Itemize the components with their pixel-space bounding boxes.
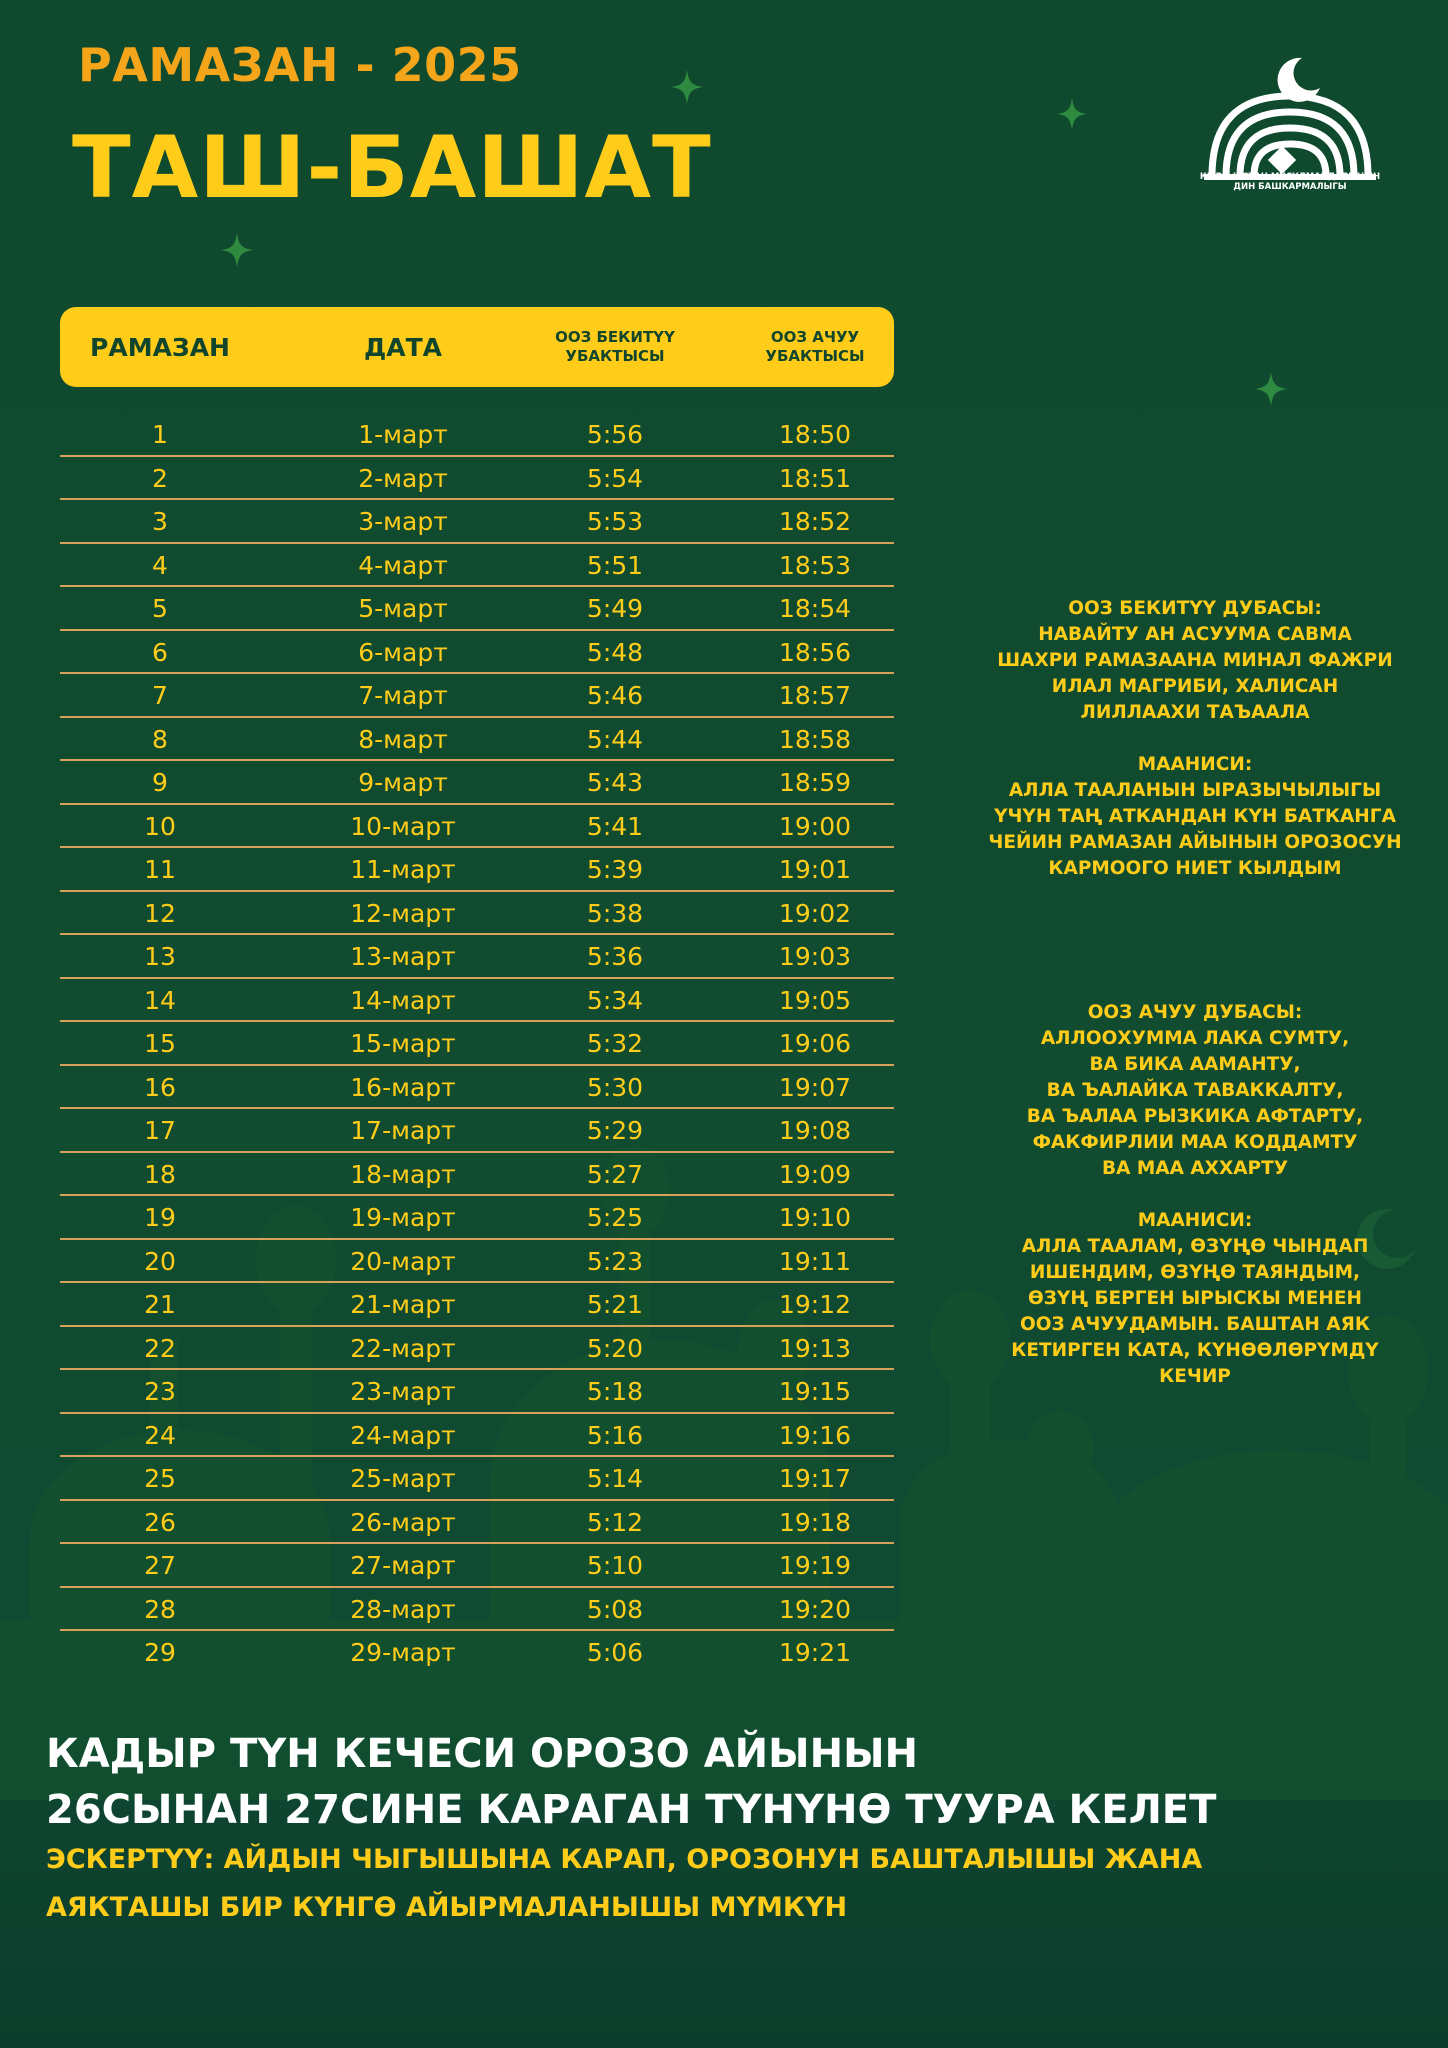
cell-ramadan-day: 20 [144,1246,176,1276]
cell-date: 14-март [350,985,456,1015]
page-title: ТАШ-БАШАТ [72,118,712,218]
cell-ramadan-day: 1 [152,420,168,449]
cell-suhoor-time: 5:34 [586,985,644,1015]
cell-date: 1-март [358,420,448,449]
cell-ramadan-day: 24 [144,1420,176,1450]
dua-line: ИЛАЛ МАГРИБИ, ХАЛИСАН [1051,676,1339,697]
table-row [60,1414,894,1458]
column-header-iftar: ООЗ АЧУУ УБАКТЫСЫ [765,328,865,365]
cell-suhoor-time: 5:23 [586,1246,644,1276]
cell-ramadan-day: 18 [144,1159,176,1189]
cell-ramadan-day: 5 [152,594,168,623]
cell-iftar-time: 19:21 [778,1638,852,1667]
cell-ramadan-day: 16 [144,1072,176,1102]
dua-line: ВА МАА АХХАРТУ [1102,1158,1288,1179]
dua-line: ЧЕЙИН РАМАЗАН АЙЫНЫН ОРОЗОСУН [988,832,1402,853]
cell-iftar-time: 18:56 [778,637,852,667]
table-row [60,979,894,1023]
cell-ramadan-day: 27 [144,1551,176,1580]
dua-line: КЕЧИР [1159,1366,1231,1387]
cell-date: 9-март [358,768,448,797]
cell-iftar-time: 19:05 [778,985,852,1015]
dua-line: ВА БИКА ААМАНТУ, [1089,1054,1301,1075]
table-row [60,1022,894,1066]
cell-iftar-time: 19:09 [778,1159,852,1189]
cell-ramadan-day: 13 [144,942,176,971]
star-icon [1057,98,1087,130]
cell-iftar-time: 18:58 [778,724,852,754]
cell-ramadan-day: 15 [144,1029,176,1058]
cell-date: 15-март [350,1029,456,1058]
table-row [60,1327,894,1371]
cell-ramadan-day: 26 [144,1507,176,1537]
cell-suhoor-time: 5:29 [586,1116,644,1145]
dua-line: ҮЧҮН ТАҢ АТКАНДАН КҮН БАТКАНГА [994,806,1396,827]
cell-iftar-time: 18:57 [778,681,852,710]
dua-line: АЛЛА ТААЛАНЫН ЫРАЗЫЧЫЛЫГЫ [1008,780,1382,801]
cell-suhoor-time: 5:06 [586,1638,644,1667]
table-row [60,1196,894,1240]
moon-sighting-note: ЭСКЕРТҮҮ: АЙДЫН ЧЫГЫШЫНА КАРАП, ОРОЗОНУН БАШТАЛЫШЫ ЖАНА АЯКТАШЫ БИР КҮНГӨ АЙЫРМАЛАНЫШЫ МҮМКҮН [46,1844,1203,1923]
dua-line: КЕТИРГЕН КАТА, КҮНӨӨЛӨРҮМДҮ [1011,1340,1379,1361]
page-subtitle: РАМАЗАН - 2025 [78,38,522,92]
table-row [60,1501,894,1545]
cell-date: 27-март [350,1551,456,1580]
cell-date: 26-март [350,1507,456,1537]
cell-ramadan-day: 10 [144,811,176,841]
table-row [60,674,894,718]
cell-ramadan-day: 11 [144,855,176,884]
cell-date: 13-март [350,942,456,971]
dua-line: ӨЗҮҢ БЕРГЕН ЫРЫСКЫ МЕНЕН [1028,1288,1362,1309]
cell-iftar-time: 19:10 [778,1203,852,1232]
cell-ramadan-day: 28 [144,1594,176,1624]
dua-line: ООЗ АЧУУ ДУБАСЫ: [1087,1002,1303,1023]
cell-date: 23-март [350,1377,456,1406]
cell-date: 8-март [358,724,448,754]
cell-suhoor-time: 5:20 [586,1333,644,1363]
table-row [60,500,894,544]
cell-iftar-time: 19:03 [778,942,852,971]
table-row [60,413,894,457]
dua-line: ВА ЪАЛАЙКА ТАВАККАЛТУ, [1046,1080,1344,1101]
cell-ramadan-day: 4 [152,550,168,580]
cell-date: 21-март [350,1290,456,1319]
cell-date: 25-март [350,1464,456,1493]
cell-suhoor-time: 5:49 [586,594,644,623]
table-row [60,935,894,979]
table-row [60,805,894,849]
cell-suhoor-time: 5:46 [586,681,644,710]
cell-iftar-time: 19:16 [778,1420,852,1450]
cell-iftar-time: 19:07 [778,1072,852,1102]
cell-iftar-time: 19:11 [778,1246,852,1276]
table-row [60,892,894,936]
dua-line [975,1182,1415,1208]
table-row [60,587,894,631]
cell-date: 5-март [358,594,448,623]
cell-ramadan-day: 14 [144,985,176,1015]
column-header-ramadan: РАМАЗАН [90,332,230,362]
cell-iftar-time: 19:15 [778,1377,852,1406]
table-row [60,718,894,762]
cell-suhoor-time: 5:48 [586,637,644,667]
cell-ramadan-day: 6 [152,637,168,667]
cell-suhoor-time: 5:54 [586,463,644,493]
cell-iftar-time: 19:02 [778,898,852,928]
logo-caption: КЫРГЫЗСТАН МУСУЛМАНДАРЫНЫН ДИН БАШКАРМАЛЫГЫ [1199,172,1381,192]
cell-iftar-time: 19:13 [778,1333,852,1363]
cell-iftar-time: 18:50 [778,420,852,449]
table-row [60,1370,894,1414]
cell-suhoor-time: 5:32 [586,1029,644,1058]
cell-date: 18-март [350,1159,456,1189]
dua-line: ШАХРИ РАМАЗААНА МИНАЛ ФАЖРИ [997,650,1393,671]
table-row [60,1544,894,1588]
dua-line: МААНИСИ: [1137,1210,1253,1231]
iftar-dua-block [975,1000,1415,1390]
cell-iftar-time: 19:00 [778,811,852,841]
table-row [60,1588,894,1632]
cell-date: 2-март [358,463,448,493]
cell-suhoor-time: 5:10 [586,1551,644,1580]
table-row [60,544,894,588]
table-row [60,1066,894,1110]
dua-line: МААНИСИ: [1137,754,1253,775]
cell-date: 20-март [350,1246,456,1276]
cell-iftar-time: 18:53 [778,550,852,580]
cell-date: 29-март [350,1638,456,1667]
cell-iftar-time: 18:51 [778,463,852,493]
table-row [60,1631,894,1675]
dua-line: ИШЕНДИМ, ӨЗҮҢӨ ТАЯНДЫМ, [1029,1262,1361,1283]
table-row [60,1283,894,1327]
cell-suhoor-time: 5:08 [586,1594,644,1624]
dua-line: КАРМООГО НИЕТ КЫЛДЫМ [1048,858,1342,879]
cell-date: 19-март [350,1203,456,1232]
cell-suhoor-time: 5:30 [586,1072,644,1102]
cell-iftar-time: 19:17 [778,1464,852,1493]
table-row [60,1240,894,1284]
cell-ramadan-day: 2 [152,463,168,493]
cell-date: 10-март [350,811,456,841]
cell-suhoor-time: 5:41 [586,811,644,841]
cell-suhoor-time: 5:38 [586,898,644,928]
cell-ramadan-day: 22 [144,1333,176,1363]
dua-line: АЛЛА ТААЛАМ, ӨЗҮҢӨ ЧЫНДАП [1021,1236,1369,1257]
cell-suhoor-time: 5:16 [586,1420,644,1450]
kadyr-night-notice: КАДЫР ТҮН КЕЧЕСИ ОРОЗО АЙЫНЫН 26СЫНАН 27СИНЕ КАРАГАН ТҮНҮНӨ ТУУРА КЕЛЕТ [46,1731,1217,1833]
cell-ramadan-day: 12 [144,898,176,928]
cell-suhoor-time: 5:39 [586,855,644,884]
star-icon [221,233,253,267]
cell-ramadan-day: 25 [144,1464,176,1493]
cell-iftar-time: 19:01 [778,855,852,884]
cell-iftar-time: 18:59 [778,768,852,797]
table-row [60,631,894,675]
cell-ramadan-day: 29 [144,1638,176,1667]
cell-suhoor-time: 5:43 [586,768,644,797]
table-header [60,307,894,387]
cell-ramadan-day: 8 [152,724,168,754]
cell-date: 17-март [350,1116,456,1145]
table-row [60,1153,894,1197]
dua-line: ООЗ БЕКИТҮҮ ДУБАСЫ: [1068,598,1322,619]
cell-date: 6-март [358,637,448,667]
cell-iftar-time: 19:06 [778,1029,852,1058]
cell-iftar-time: 18:52 [778,507,852,536]
cell-date: 24-март [350,1420,456,1450]
cell-ramadan-day: 3 [152,507,168,536]
cell-iftar-time: 19:12 [778,1290,852,1319]
cell-suhoor-time: 5:14 [586,1464,644,1493]
cell-iftar-time: 18:54 [778,594,852,623]
table-row [60,761,894,805]
table-row [60,848,894,892]
cell-date: 28-март [350,1594,456,1624]
table-row [60,457,894,501]
cell-suhoor-time: 5:18 [586,1377,644,1406]
dua-line: ФАКФИРЛИИ МАА КОДДАМТУ [1032,1132,1358,1153]
cell-suhoor-time: 5:25 [586,1203,644,1232]
cell-iftar-time: 19:19 [778,1551,852,1580]
cell-ramadan-day: 9 [152,768,168,797]
cell-suhoor-time: 5:36 [586,942,644,971]
cell-date: 4-март [358,550,448,580]
cell-ramadan-day: 7 [152,681,168,710]
suhoor-dua-block [975,596,1415,882]
dua-line: АЛЛООХУММА ЛАКА СУМТУ, [1040,1028,1350,1049]
cell-date: 22-март [350,1333,456,1363]
cell-suhoor-time: 5:44 [586,724,644,754]
column-header-date: ДАТА [363,332,442,362]
cell-suhoor-time: 5:21 [586,1290,644,1319]
star-icon [1255,372,1287,406]
cell-iftar-time: 19:18 [778,1507,852,1537]
star-icon [671,70,703,104]
cell-date: 3-март [358,507,448,536]
cell-ramadan-day: 23 [144,1377,176,1406]
cell-suhoor-time: 5:53 [586,507,644,536]
cell-date: 12-март [350,898,456,928]
cell-date: 16-март [350,1072,456,1102]
cell-suhoor-time: 5:27 [586,1159,644,1189]
dua-line: ВА ЪАЛАА РЫЗКИКА АФТАРТУ, [1026,1106,1364,1127]
dua-line: ЛИЛЛААХИ ТАЪААЛА [1080,702,1310,723]
schedule-table-body [60,413,894,1675]
cell-ramadan-day: 21 [144,1290,176,1319]
cell-iftar-time: 19:08 [778,1116,852,1145]
cell-suhoor-time: 5:51 [586,550,644,580]
cell-date: 11-март [350,855,456,884]
dua-line: НАВАЙТУ АН АСУУМА САВМА [1038,624,1352,645]
cell-ramadan-day: 19 [144,1203,176,1232]
dua-line: ООЗ АЧУУДАМЫН. БАШТАН АЯК [1020,1314,1370,1335]
cell-suhoor-time: 5:56 [586,420,644,449]
table-row [60,1109,894,1153]
cell-suhoor-time: 5:12 [586,1507,644,1537]
dua-line [975,726,1415,752]
cell-ramadan-day: 17 [144,1116,176,1145]
cell-date: 7-март [358,681,448,710]
cell-iftar-time: 19:20 [778,1594,852,1624]
column-header-suhoor: ООЗ БЕКИТҮҮ УБАКТЫСЫ [555,328,675,365]
table-row [60,1457,894,1501]
